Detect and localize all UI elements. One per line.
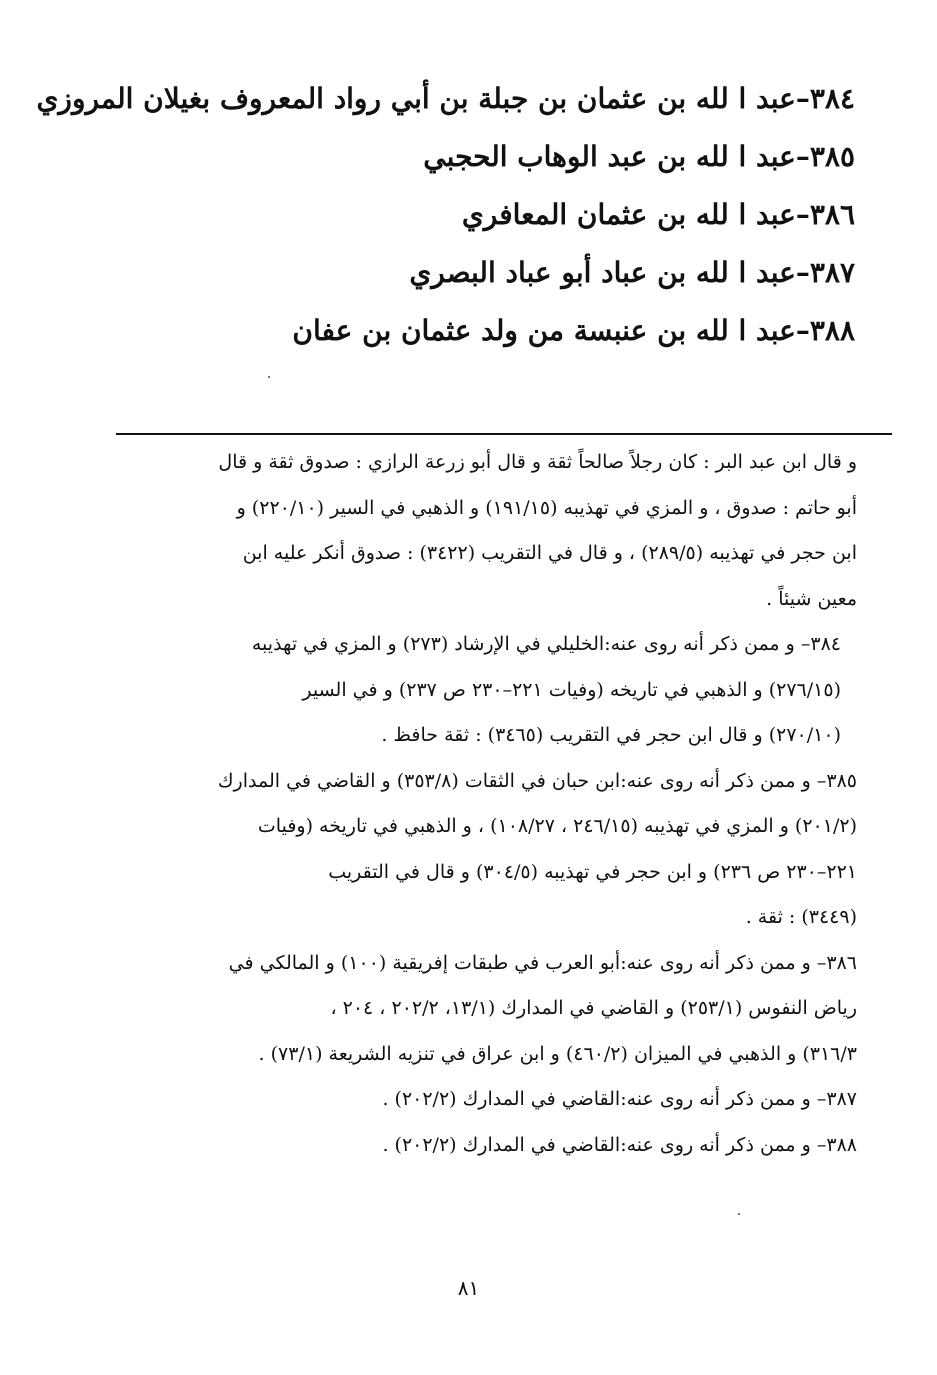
- narrator-entry: ٣٨٤–عبد ا لله بن عثمان بن جبلة بن أبي رواد المعروف بغيلان المروزي: [36, 82, 855, 115]
- footnote-line: ٣٨٦– و ممن ذكر أنه روى عنه:أبو العرب في طبقات إفريقية (١٠٠) و المالكي في: [228, 951, 857, 974]
- footnote-line: (٢٠١/٢) و المزي في تهذيبه (٢٤٦/١٥ ، ١٠٨/٢٧) ، و الذهبي في تاريخه (وفيات: [257, 815, 857, 837]
- footnote-line: أبو حاتم : صدوق ، و المزي في تهذيبه (١٩١/١٥) و الذهبي في السير (٢٢٠/١٠) و: [236, 496, 857, 519]
- footnote-line: ٣٨٤– و ممن ذكر أنه روى عنه:الخليلي في الإرشاد (٢٧٣) و المزي في تهذيبه: [251, 633, 841, 655]
- footnote-line: رياض النفوس (٢٥٣/١) و القاضي في المدارك (١٣/١، ٢٠٢/٢ ، ٢٠٤ ،: [330, 997, 857, 1019]
- footnote-line: ٣١٦/٣) و الذهبي في الميزان (٤٦٠/٢) و ابن عراق في تنزيه الشريعة (٧٣/١) .: [258, 1042, 857, 1065]
- footnotes-list: [127, 440, 857, 1168]
- footnote-line: ابن حجر في تهذيبه (٢٨٩/٥) ، و قال في التقريب (٣٤٢٢) : صدوق أنكر عليه ابن: [242, 542, 857, 564]
- scan-speck: [268, 376, 270, 378]
- narrator-entry: ٣٨٨–عبد ا لله بن عنبسة من ولد عثمان بن عفان: [292, 314, 855, 347]
- footnote-line: و قال ابن عبد البر : كان رجلاً صالحاً ثقة و قال أبو زرعة الرازي : صدوق ثقة و قال: [218, 451, 857, 473]
- page-number: ٨١: [457, 1276, 480, 1300]
- scan-speck: [738, 1213, 740, 1215]
- footnote-line: (٢٧٦/١٥) و الذهبي في تاريخه (وفيات ٢٢١–٢٣٠ ص ٢٣٧) و في السير: [302, 678, 841, 701]
- footnote-divider: [116, 433, 892, 435]
- narrator-entry: ٣٨٥–عبد ا لله بن عبد الوهاب الحجبي: [423, 140, 855, 173]
- footnote-line: ٣٨٥– و ممن ذكر أنه روى عنه:ابن حبان في الثقات (٣٥٣/٨) و القاضي في المدارك: [217, 769, 857, 792]
- footnote-line: ٢٢١–٢٣٠ ص ٢٣٦) و ابن حجر في تهذيبه (٣٠٤/٥) و قال في التقريب: [328, 860, 857, 883]
- footnote-line: ٣٨٧– و ممن ذكر أنه روى عنه:القاضي في المدارك (٢٠٢/٢) .: [382, 1088, 857, 1110]
- footnote-line: ٣٨٨– و ممن ذكر أنه روى عنه:القاضي في المدارك (٢٠٢/٢) .: [382, 1133, 857, 1156]
- footnote-line: (٢٧٠/١٠) و قال ابن حجر في التقريب (٣٤٦٥) : ثقة حافظ .: [381, 724, 841, 746]
- footnote-line: معين شيئاً .: [766, 587, 857, 610]
- narrator-entry: ٣٨٧–عبد ا لله بن عباد أبو عباد البصري: [409, 256, 855, 289]
- narrator-entry: ٣٨٦–عبد ا لله بن عثمان المعافري: [461, 198, 855, 231]
- narrator-entries-list: [36, 70, 855, 360]
- footnote-line: (٣٤٤٩) : ثقة .: [745, 906, 857, 928]
